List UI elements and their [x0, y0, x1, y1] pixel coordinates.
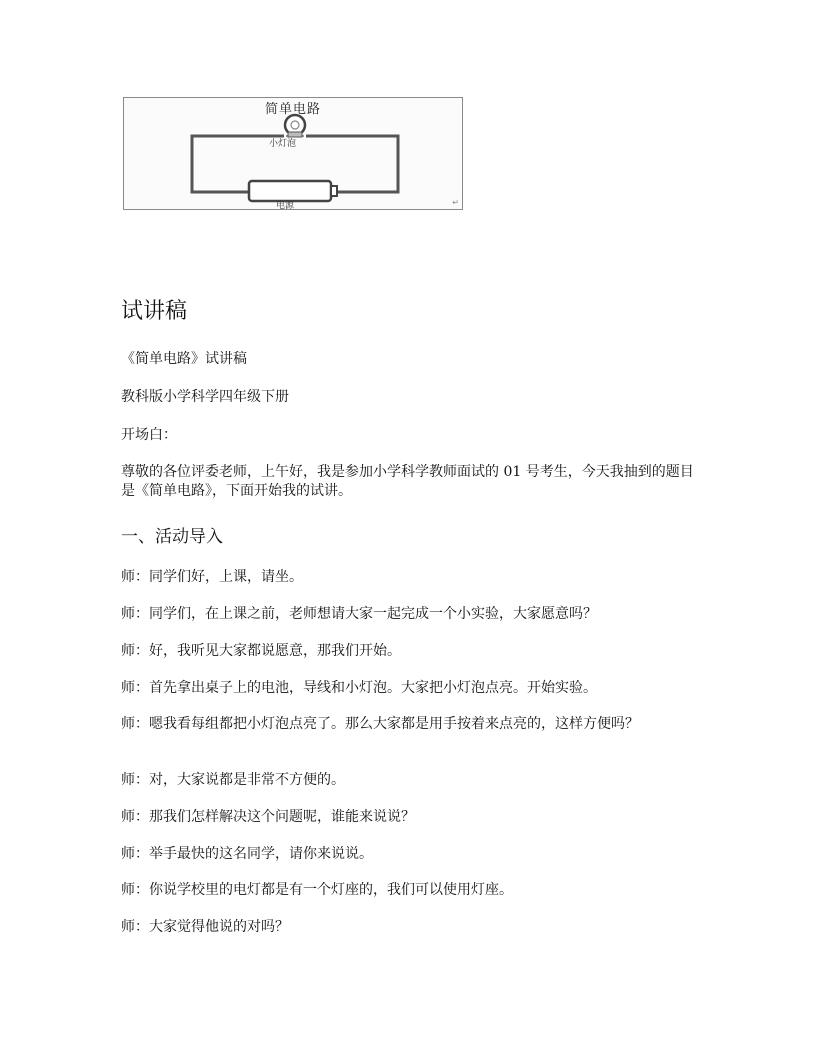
dialogue-line: 师：举手最快的这名同学，请你来说说。: [121, 846, 373, 862]
opening-speech: 尊敬的各位评委老师，上午好，我是参加小学科学教师面试的 01 号考生，今天我抽到的题目是《简单电路》，下面开始我的试讲。: [121, 464, 694, 499]
dialogue-line: 师：好，我听见大家都说愿意，那我们开始。: [121, 643, 401, 659]
dialogue-line: 师：大家觉得他说的对吗？: [121, 919, 289, 935]
textbook-info: 教科版小学科学四年级下册: [121, 389, 289, 405]
dialogue-line: 师：那我们怎样解决这个问题呢，谁能来说说？: [121, 809, 415, 825]
document-heading: 试讲稿: [121, 299, 188, 324]
opening-label: 开场白：: [121, 427, 177, 443]
dialogue-line: 师：首先拿出桌子上的电池，导线和小灯泡。大家把小灯泡点亮。开始实验。: [121, 680, 597, 696]
circuit-diagram: [123, 97, 463, 210]
dialogue-line: 师：同学们，在上课之前，老师想请大家一起完成一个小实验，大家愿意吗？: [121, 606, 597, 622]
power-source-label: 电源: [276, 201, 295, 210]
dialogue-line: 师：同学们好，上课，请坐。: [121, 569, 303, 585]
lecture-title: 《简单电路》试讲稿: [121, 351, 247, 367]
figure-title: 简单电路: [264, 102, 321, 117]
dialogue-line: 师：对，大家说都是非常不方便的。: [121, 772, 345, 788]
dialogue-line: 师：嗯我看每组都把小灯泡点亮了。那么大家都是用手按着来点亮的，这样方便吗？: [121, 716, 639, 732]
dialogue-line: 师：你说学校里的电灯都是有一个灯座的，我们可以使用灯座。: [121, 882, 513, 898]
section-title: 一、活动导入: [121, 527, 223, 547]
paragraph-mark-icon: ↵: [452, 198, 459, 207]
bulb-label: 小灯泡: [269, 139, 297, 149]
